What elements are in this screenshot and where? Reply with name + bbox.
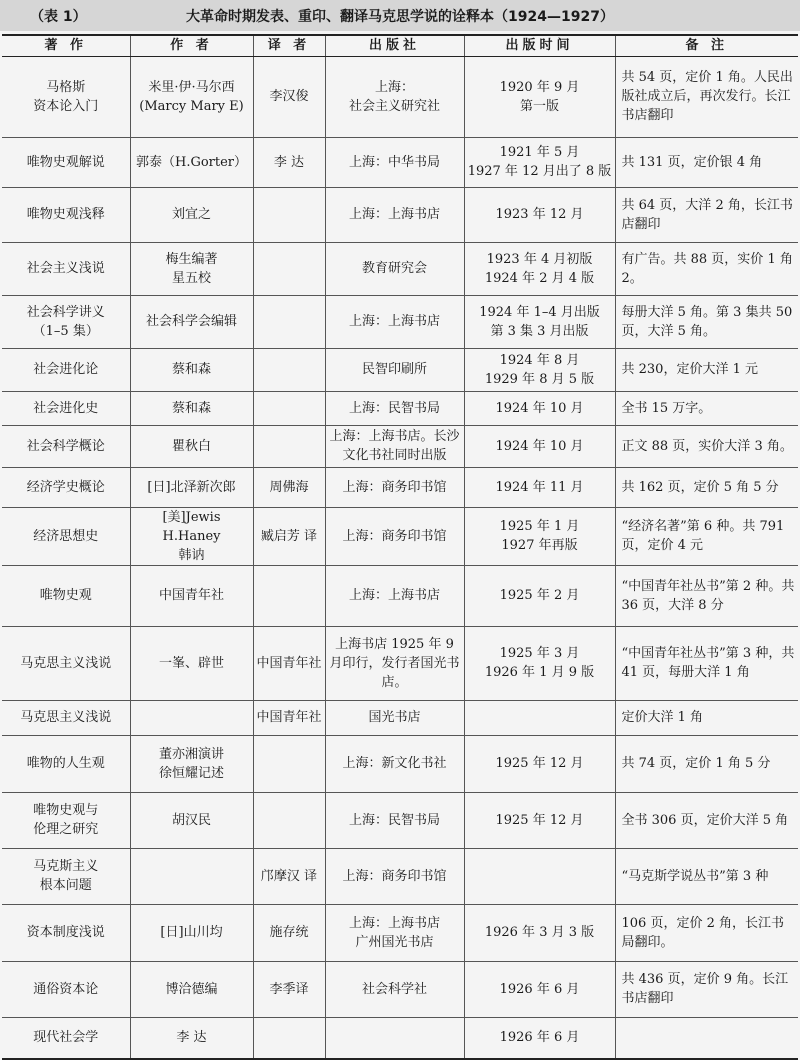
- cell-date: 1924 年 11 月: [464, 467, 615, 507]
- cell-date: 1926 年 3 月 3 版: [464, 904, 615, 961]
- table-row: [2, 507, 798, 565]
- table-row: [2, 848, 798, 904]
- cell-publisher: 民智印刷所: [325, 348, 464, 391]
- cell-notes: 共 74 页，定价 1 角 5 分: [615, 735, 798, 792]
- cell-notes: “中国青年社丛书”第 2 种。共 36 页，大洋 8 分: [615, 565, 798, 626]
- cell-translator: 施存统: [253, 904, 325, 961]
- cell-author: 胡汉民: [130, 792, 253, 848]
- cell-title: 马克思主义浅说: [2, 700, 130, 735]
- header-notes: 备 注: [615, 35, 798, 56]
- cell-translator: [253, 792, 325, 848]
- cell-title: 唯物史观解说: [2, 137, 130, 187]
- cell-author: [日]北泽新次郎: [130, 467, 253, 507]
- cell-translator: [253, 425, 325, 467]
- cell-title: 唯物史观与 伦理之研究: [2, 792, 130, 848]
- cell-notes: 有广告。共 88 页，实价 1 角 2。: [615, 242, 798, 295]
- cell-author: 梅生编著 星五校: [130, 242, 253, 295]
- cell-author: [美]Jewis H.Haney 韩讷: [130, 507, 253, 565]
- cell-publisher: 上海：商务印书馆: [325, 848, 464, 904]
- table-row: [2, 187, 798, 242]
- cell-author: 蔡和森: [130, 391, 253, 425]
- cell-author: 董亦湘演讲 徐恒耀记述: [130, 735, 253, 792]
- table-row: [2, 242, 798, 295]
- cell-date: 1923 年 12 月: [464, 187, 615, 242]
- cell-date: 1924 年 10 月: [464, 425, 615, 467]
- cell-translator: [253, 565, 325, 626]
- cell-title: 社会进化论: [2, 348, 130, 391]
- cell-notes: 全书 306 页，定价大洋 5 角: [615, 792, 798, 848]
- table-row: [2, 565, 798, 626]
- cell-publisher: 上海：上海书店 广州国光书店: [325, 904, 464, 961]
- cell-translator: [253, 735, 325, 792]
- table-row: [2, 391, 798, 425]
- cell-publisher: 上海：商务印书馆: [325, 507, 464, 565]
- table-row: [2, 348, 798, 391]
- cell-notes: 106 页，定价 2 角，长江书局翻印。: [615, 904, 798, 961]
- table-row: [2, 56, 798, 137]
- cell-date: 1925 年 12 月: [464, 735, 615, 792]
- table-row: [2, 1017, 798, 1059]
- header-translator: 译 者: [253, 35, 325, 56]
- cell-translator: 李季译: [253, 961, 325, 1017]
- cell-publisher: 教育研究会: [325, 242, 464, 295]
- cell-notes: 定价大洋 1 角: [615, 700, 798, 735]
- cell-date: 1925 年 2 月: [464, 565, 615, 626]
- cell-notes: “马克斯学说丛书”第 3 种: [615, 848, 798, 904]
- cell-translator: 中国青年社: [253, 626, 325, 700]
- publication-table: [2, 34, 798, 1060]
- table-row: [2, 735, 798, 792]
- cell-translator: [253, 391, 325, 425]
- cell-date: 1925 年 3 月 1926 年 1 月 9 版: [464, 626, 615, 700]
- cell-author: 社会科学会编辑: [130, 295, 253, 348]
- cell-notes: “中国青年社丛书”第 3 种，共 41 页，每册大洋 1 角: [615, 626, 798, 700]
- cell-date: 1921 年 5 月 1927 年 12 月出了 8 版: [464, 137, 615, 187]
- cell-date: [464, 848, 615, 904]
- cell-date: 1923 年 4 月初版 1924 年 2 月 4 版: [464, 242, 615, 295]
- table-row: [2, 137, 798, 187]
- cell-publisher: 上海书店 1925 年 9 月印行，发行者国光书店。: [325, 626, 464, 700]
- cell-notes: 共 54 页，定价 1 角。人民出版社成立后，再次发行。长江书店翻印: [615, 56, 798, 137]
- cell-author: 蔡和森: [130, 348, 253, 391]
- cell-date: 1924 年 10 月: [464, 391, 615, 425]
- table-row: [2, 904, 798, 961]
- cell-title: 通俗资本论: [2, 961, 130, 1017]
- cell-author: 博洽德编: [130, 961, 253, 1017]
- cell-author: 瞿秋白: [130, 425, 253, 467]
- cell-author: [日]山川均: [130, 904, 253, 961]
- table-title: 大革命时期发表、重印、翻译马克思学说的诠释本（1924—1927）: [186, 9, 614, 25]
- table-row: [2, 626, 798, 700]
- cell-notes: 共 162 页，定价 5 角 5 分: [615, 467, 798, 507]
- cell-translator: 中国青年社: [253, 700, 325, 735]
- header-date: 出版时间: [464, 35, 615, 56]
- table-number: （表 1）: [30, 9, 87, 25]
- cell-title: 马克斯主义 根本问题: [2, 848, 130, 904]
- cell-publisher: 上海：上海书店。长沙文化书社同时出版: [325, 425, 464, 467]
- cell-publisher: 上海：中华书局: [325, 137, 464, 187]
- cell-publisher: [325, 1017, 464, 1059]
- cell-publisher: 上海：商务印书馆: [325, 467, 464, 507]
- cell-title: 资本制度浅说: [2, 904, 130, 961]
- cell-title: 社会主义浅说: [2, 242, 130, 295]
- table-row: [2, 425, 798, 467]
- table-row: [2, 792, 798, 848]
- cell-title: 现代社会学: [2, 1017, 130, 1059]
- cell-translator: 邝摩汉 译: [253, 848, 325, 904]
- cell-date: 1925 年 12 月: [464, 792, 615, 848]
- cell-title: 唯物史观: [2, 565, 130, 626]
- cell-translator: 李汉俊: [253, 56, 325, 137]
- header-title: 著 作: [2, 35, 130, 56]
- cell-publisher: 上海：上海书店: [325, 565, 464, 626]
- cell-date: 1920 年 9 月 第一版: [464, 56, 615, 137]
- table-caption: [0, 0, 800, 31]
- cell-author: 米里·伊·马尔西 (Marcy Mary E): [130, 56, 253, 137]
- cell-author: [130, 848, 253, 904]
- header-author: 作 者: [130, 35, 253, 56]
- cell-notes: 正文 88 页，实价大洋 3 角。: [615, 425, 798, 467]
- cell-translator: 周佛海: [253, 467, 325, 507]
- cell-publisher: 社会科学社: [325, 961, 464, 1017]
- cell-date: [464, 700, 615, 735]
- cell-title: 社会科学讲义 （1–5 集）: [2, 295, 130, 348]
- cell-author: 李 达: [130, 1017, 253, 1059]
- cell-translator: [253, 187, 325, 242]
- table-row: [2, 961, 798, 1017]
- cell-title: 社会科学概论: [2, 425, 130, 467]
- cell-publisher: 上海：上海书店: [325, 295, 464, 348]
- table-body: [2, 56, 798, 1059]
- cell-notes: 共 131 页，定价银 4 角: [615, 137, 798, 187]
- cell-translator: [253, 348, 325, 391]
- cell-title: 马克思主义浅说: [2, 626, 130, 700]
- cell-publisher: 上海：新文化书社: [325, 735, 464, 792]
- cell-title: 唯物的人生观: [2, 735, 130, 792]
- cell-publisher: 上海：民智书局: [325, 792, 464, 848]
- cell-date: 1924 年 8 月 1929 年 8 月 5 版: [464, 348, 615, 391]
- cell-notes: 每册大洋 5 角。第 3 集共 50 页，大洋 5 角。: [615, 295, 798, 348]
- header-row: [2, 35, 798, 56]
- cell-author: 一峯、辟世: [130, 626, 253, 700]
- cell-translator: [253, 242, 325, 295]
- cell-title: 社会进化史: [2, 391, 130, 425]
- cell-author: 中国青年社: [130, 565, 253, 626]
- cell-date: 1925 年 1 月 1927 年再版: [464, 507, 615, 565]
- cell-translator: 李 达: [253, 137, 325, 187]
- cell-author: 郭泰（H.Gorter）: [130, 137, 253, 187]
- cell-notes: “经济名著”第 6 种。共 791 页，定价 4 元: [615, 507, 798, 565]
- cell-author: [130, 700, 253, 735]
- cell-title: 唯物史观浅释: [2, 187, 130, 242]
- cell-publisher: 上海：上海书店: [325, 187, 464, 242]
- cell-publisher: 上海： 社会主义研究社: [325, 56, 464, 137]
- cell-translator: [253, 1017, 325, 1059]
- cell-notes: 共 230，定价大洋 1 元: [615, 348, 798, 391]
- cell-title: 经济学史概论: [2, 467, 130, 507]
- table-row: [2, 467, 798, 507]
- cell-date: 1926 年 6 月: [464, 1017, 615, 1059]
- cell-date: 1924 年 1–4 月出版 第 3 集 3 月出版: [464, 295, 615, 348]
- table-row: [2, 700, 798, 735]
- cell-title: 马格斯 资本论入门: [2, 56, 130, 137]
- cell-title: 经济思想史: [2, 507, 130, 565]
- cell-notes: [615, 1017, 798, 1059]
- cell-date: 1926 年 6 月: [464, 961, 615, 1017]
- table-row: [2, 295, 798, 348]
- cell-translator: [253, 295, 325, 348]
- cell-publisher: 上海：民智书局: [325, 391, 464, 425]
- cell-notes: 全书 15 万字。: [615, 391, 798, 425]
- cell-author: 刘宜之: [130, 187, 253, 242]
- cell-notes: 共 64 页，大洋 2 角，长江书店翻印: [615, 187, 798, 242]
- cell-translator: 臧启芳 译: [253, 507, 325, 565]
- cell-publisher: 国光书店: [325, 700, 464, 735]
- cell-notes: 共 436 页，定价 9 角。长江书店翻印: [615, 961, 798, 1017]
- header-publisher: 出版社: [325, 35, 464, 56]
